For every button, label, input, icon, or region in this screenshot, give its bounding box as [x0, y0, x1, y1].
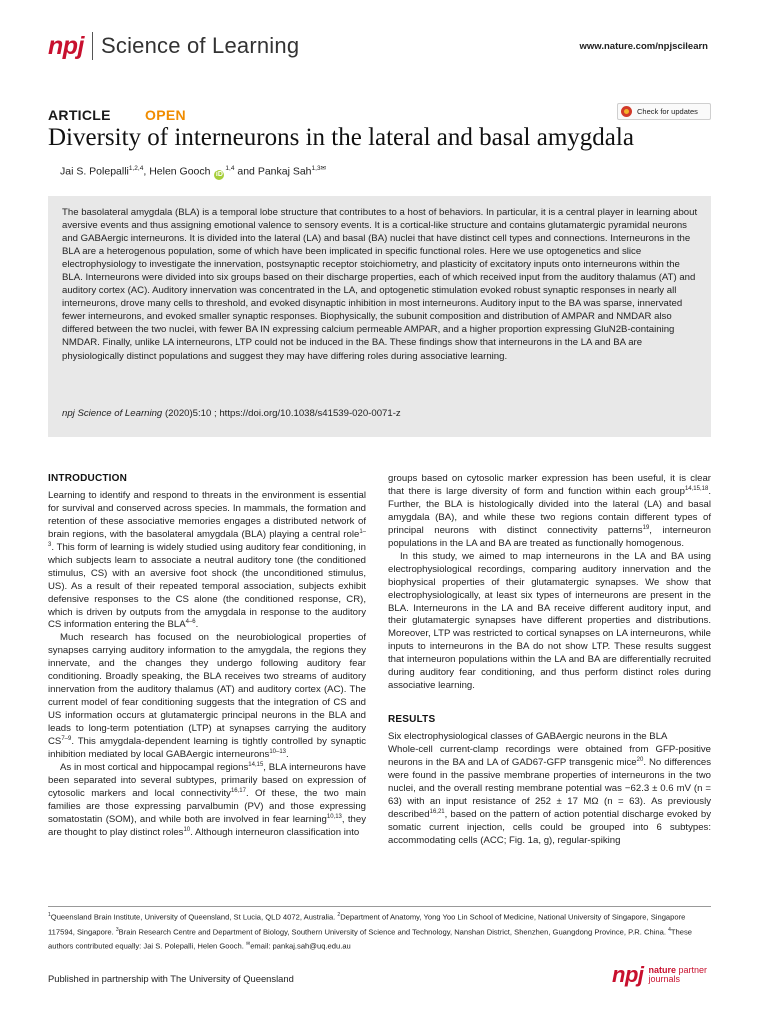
reference-link[interactable]: 16,21 [429, 808, 445, 815]
affiliations-footnote: $^1$Queensland Brain Institute, University of Queensland, St Lucia, QLD 4072, Australia. $^2$Department of Anatomy, Yong Yoo Lin School of Medicine, National University of Singapore, Singapore 117594, Singapore. $^3$Brain Research Centre and Department of Biology, Southern University of Science and Technology, Nanshan District, Shenzhen, Guangdong Province, P.R. China. $^4$These authors contributed equally: Jai S. Polepalli, Helen Gooch. ✉email: pankaj.sah@uq.edu.au [48, 912, 692, 951]
nature-partner-journals-logo[interactable] [612, 962, 707, 988]
open-access-label: OPEN [145, 107, 186, 123]
journal-name: Science of Learning [101, 33, 300, 58]
author-conjunction: and [234, 165, 258, 178]
results-paragraph-1: Whole-cell current-clamp recordings were obtained from GFP-positive neurons in the BA and LA of GAD67-GFP transgenic mice$^{20}$. No differences were found in the passive membrane properties of interneurons in the two nuclei, and the overall resting membrane potential was −62.3 ± 0.6 mV (n = 63) with an input resistance of 252 ± 17 MΩ (n = 63). As previously described$^{16,21}$, based on the pattern of action potential discharge evoked by somatic current injection, cells could be grouped into 6 subtypes: accommodating cells (ACC; Fig. 1a, g), regular-spiking [388, 744, 712, 846]
author-link[interactable]: Pankaj Sah [257, 165, 312, 178]
author-link[interactable]: Jai S. Polepalli [60, 165, 129, 178]
affiliation-sup: 1,3 [311, 165, 321, 172]
published-partnership-text: Published in partnership with The University of Queensland [48, 973, 294, 984]
article-title: Diversity of interneurons in the lateral and basal amygdala [48, 124, 634, 151]
reference-link[interactable]: 10 [183, 826, 191, 833]
results-heading: RESULTS [388, 714, 436, 726]
reference-link[interactable]: 10–13 [269, 748, 286, 755]
journal-url-link[interactable]: www.nature.com/npjscilearn [579, 41, 708, 52]
reference-link[interactable]: 1–3 [48, 528, 366, 548]
results-section [388, 714, 711, 848]
reference-link[interactable]: 7–9 [61, 735, 72, 742]
email-link[interactable]: email: pankaj.sah@uq.edu.au [250, 941, 351, 951]
reference-link[interactable]: 14,15 [248, 761, 264, 768]
crossmark-icon [621, 106, 632, 117]
intro-paragraph-1: Learning to identify and respond to threats in the environment is essential for survival and conserved across species. In mammals, the formation and retention of these associative memories engages a distributed network of brain regions, with the basolateral amygdala (BLA) playing a central role$^{1-3}$. This form of learning is widely studied using auditory fear conditioning, in which subjects learn to associate a neutral auditory tone (the conditioned stimulus, CS) with an aversive foot shock (the unconditioned stimulus, US). As a result of their repeated temporal association, subjects exhibit defensive responses to the CS alone (the conditioned response, CR), which is driven by outputs from the amygdala in response to the auditory CS information entering the BLA$^{4-6}$. [48, 489, 366, 631]
intro-paragraph-3: As in most cortical and hippocampal regions$^{14,15}$, BLA interneurons have been separated into several subtypes, primarily based on expression of cytosolic markers and local connectivity$^{16,17}$. Of these, the two main families are those expressing parvalbumin (PV) and those expressing somatostatin (SOM), and while both are involved in fear learning$^{10,13}$, they are thought to play distinct roles$^{10}$. Although interneuron classification into [48, 761, 367, 838]
abstract-text: The basolateral amygdala (BLA) is a temporal lobe structure that contributes to a host of behaviors. In particular, it is a central player in learning about aversive events and thus assigning emotional valence to sensory events. It is a cortical-like structure and contains glutamatergic pyramidal neurons and GABAergic interneurons. It is divided into the lateral (LA) and basal (BA) nuclei that have distinct cell types and connections. Interneurons in the BLA are a heterogenous population, some of which have been implicated in specific functional roles. Here we use optogenetics and slice electrophysiology to investigate the innervation, postsynaptic receptor stoichiometry, and plasticity of excitatory inputs onto interneurons within the BLA. Interneurons were divided into six groups based on their discharge properties, each of which received input from the auditory thalamus (AT) and auditory cortex (AC). Auditory innervation was concentrated in the LA, and optogenetic stimulation evoked robust synaptic responses in nearly all interneurons, drove many cells to threshold, and evoked disynaptic inhibition in most interneurons. Auditory input to the BA was sparse, innervated fewer interneurons, and evoked smaller synaptic responses. Biophysically, the subunit composition and distribution of AMPAR and NMDAR also differed between the two nuclei, with fewer BA IN expressing calcium permeable AMPAR, and a higher proportion expressing GluN2B-containing NMDAR. Finally, unlike LA interneurons, LTP could not be induced in the BA. These findings show that interneurons in the LA and BA are physiologically distinct populations and suggest they may have differing roles during associative learning. [62, 207, 698, 362]
footnote-divider [48, 906, 711, 907]
citation-doi[interactable]: (2020)5:10 ; https://doi.org/10.1038/s41539-020-0071-z [162, 408, 401, 419]
reference-link[interactable]: 19 [642, 524, 650, 531]
left-column [48, 473, 366, 840]
intro-paragraph-2: Much research has focused on the neurobiological properties of synapses carrying auditory information to the amygdala, the regions they innervate, and the changes they undergo following auditory fear conditioning. Broadly speaking, the BLA receives two streams of auditory innervation from the auditory thalamus (AT) and auditory cortex (AC). The current model of fear conditioning suggests that the integration of CS and US information occurs at glutamatergic principal neurons in the BLA and leads to long-term potentiation (LTP) at synapses carrying the auditory CS$^{7-9}$. This amygdala-dependent learning is tightly controlled by synaptic inhibition mediated by local GABAergic interneurons$^{10-13}$. [48, 632, 366, 761]
orcid-icon[interactable]: iD [215, 170, 223, 178]
introduction-heading: INTRODUCTION [48, 473, 128, 484]
journal-logo[interactable] [48, 30, 299, 62]
check-for-updates-label: Check for updates [637, 107, 698, 116]
intro-paragraph-4: groups based on cytosolic marker expression has been useful, it is clear that there is large diversity of form and function within each group$^{14,15,18}$. Further, the BLA is histologically divided into the lateral (LA) and basal amygdala (BA), and while these two regions contain different types of principal neurons with distinct connectivity patterns$^{19}$, interneuron populations in the LA and BA are treated as functionally homogenous. [388, 473, 711, 549]
reference-link[interactable]: 14,15,18 [684, 485, 709, 492]
email-icon: ✉ [245, 941, 251, 948]
reference-link[interactable]: 10,13 [326, 813, 342, 820]
npj-logo-mark: npj [48, 31, 84, 60]
results-subheading: Six electrophysiological classes of GABAergic neurons in the BLA [388, 731, 668, 743]
partner-npj-mark: npj [612, 962, 644, 987]
affiliation-sup: 1,2,4 [128, 165, 144, 172]
logo-divider [92, 32, 93, 60]
email-icon[interactable]: ✉ [320, 165, 327, 172]
author-list: Jai S. Polepalli$^{1,2,4}$, Helen Gooch iD$^{1,4}$ and Pankaj Sah$^{1,3✉}$ [60, 165, 327, 178]
intro-paragraph-5: In this study, we aimed to map interneurons in the LA and BA using electrophysiological recordings, comparing auditory innervation and the biophysical properties of their glutamatergic synapses. We show that electrophysiologically, at least six types of interneurons are present in the BLA. Interneurons in the LA and BA receive different auditory input, and their glutamatergic synapses have different properties and distributions. Moreover, LTP was restricted to cortical synapses on LA interneurons, while inputs to interneurons in the BA do not show LTP. These results suggest that interneuron populations within the LA and BA are differentially recruited during auditory fear conditioning, and thus perform distinct roles during associative learning. [388, 550, 711, 692]
article-type-label: ARTICLE [48, 107, 111, 123]
citation-journal: npj Science of Learning [62, 408, 163, 419]
author-link[interactable]: Helen Gooch [149, 165, 211, 178]
reference-link[interactable]: 20 [636, 756, 644, 763]
right-column [388, 473, 711, 848]
reference-link[interactable]: 16,17 [230, 787, 246, 794]
partner-text: nature partner journals [648, 965, 708, 984]
reference-link[interactable]: 4–6 [185, 619, 196, 626]
citation-line [62, 408, 401, 419]
affiliation-sup: 1,4 [225, 165, 235, 172]
check-for-updates-button[interactable] [617, 103, 711, 120]
